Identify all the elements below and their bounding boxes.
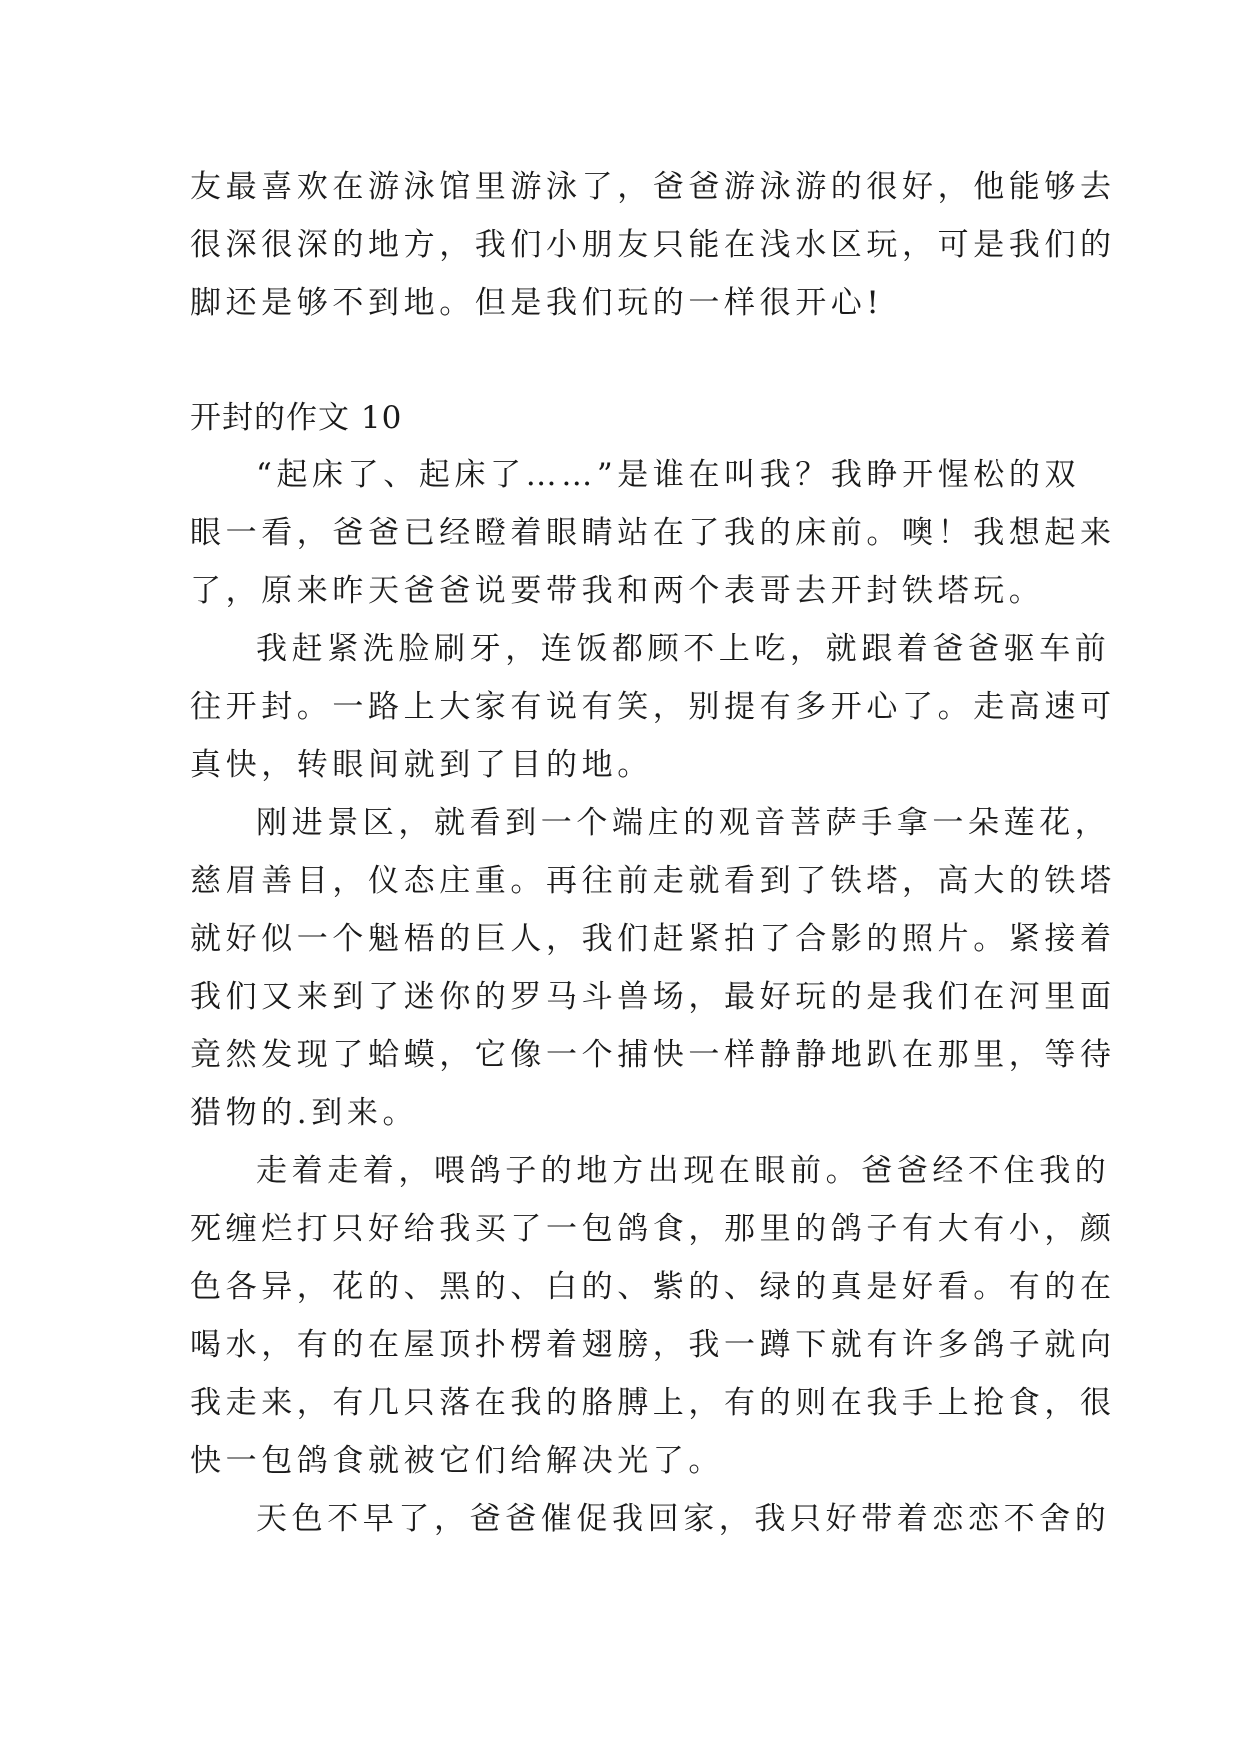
paragraph-1-line-1: “起床了、起床了……”是谁在叫我？我睁开惺松的双 [256, 457, 1081, 493]
paragraph-3-line-6: 猎物的.到来。 [190, 1095, 419, 1131]
paragraph-3-line-3: 就好似一个魁梧的巨人，我们赶紧拍了合影的照片。紧接着 [190, 921, 1116, 957]
paragraph-3-line-4: 我们又来到了迷你的罗马斗兽场，最好玩的是我们在河里面 [190, 979, 1116, 1015]
paragraph-4-line-1: 走着走着，喂鸽子的地方出现在眼前。爸爸经不住我的 [256, 1153, 1111, 1189]
intro-line-3: 脚还是够不到地。但是我们玩的一样很开心! [190, 285, 884, 321]
paragraph-4-line-5: 我走来，有几只落在我的胳膊上，有的则在我手上抢食，很 [190, 1385, 1116, 1421]
intro-line-2: 很深很深的地方，我们小朋友只能在浅水区玩，可是我们的 [190, 227, 1116, 263]
paragraph-3-line-1: 刚进景区，就看到一个端庄的观音菩萨手拿一朵莲花， [256, 805, 1111, 841]
paragraph-4-line-6: 快一包鸽食就被它们给解决光了。 [190, 1443, 724, 1479]
paragraph-2-line-2: 往开封。一路上大家有说有笑，别提有多开心了。走高速可 [190, 689, 1116, 725]
paragraph-3-line-5: 竟然发现了蛤蟆，它像一个捕快一样静静地趴在那里，等待 [190, 1037, 1116, 1073]
intro-line-1: 友最喜欢在游泳馆里游泳了，爸爸游泳游的很好，他能够去 [190, 169, 1116, 205]
paragraph-2-line-1: 我赶紧洗脸刷牙，连饭都顾不上吃，就跟着爸爸驱车前 [256, 631, 1111, 667]
paragraph-4-line-4: 喝水，有的在屋顶扑楞着翅膀，我一蹲下就有许多鸽子就向 [190, 1327, 1116, 1363]
paragraph-4-line-2: 死缠烂打只好给我买了一包鸽食，那里的鸽子有大有小，颜 [190, 1211, 1116, 1247]
paragraph-3-line-2: 慈眉善目，仪态庄重。再往前走就看到了铁塔，高大的铁塔 [190, 863, 1116, 899]
paragraph-1-line-2: 眼一看，爸爸已经瞪着眼睛站在了我的床前。噢！我想起来 [190, 515, 1116, 551]
paragraph-1-line-3: 了，原来昨天爸爸说要带我和两个表哥去开封铁塔玩。 [190, 573, 1045, 609]
paragraph-4-line-3: 色各异，花的、黑的、白的、紫的、绿的真是好看。有的在 [190, 1269, 1116, 1305]
paragraph-5-line-1: 天色不早了，爸爸催促我回家，我只好带着恋恋不舍的 [256, 1501, 1111, 1537]
essay-title: 开封的作文 10 [190, 400, 403, 436]
paragraph-2-line-3: 真快，转眼间就到了目的地。 [190, 747, 653, 783]
